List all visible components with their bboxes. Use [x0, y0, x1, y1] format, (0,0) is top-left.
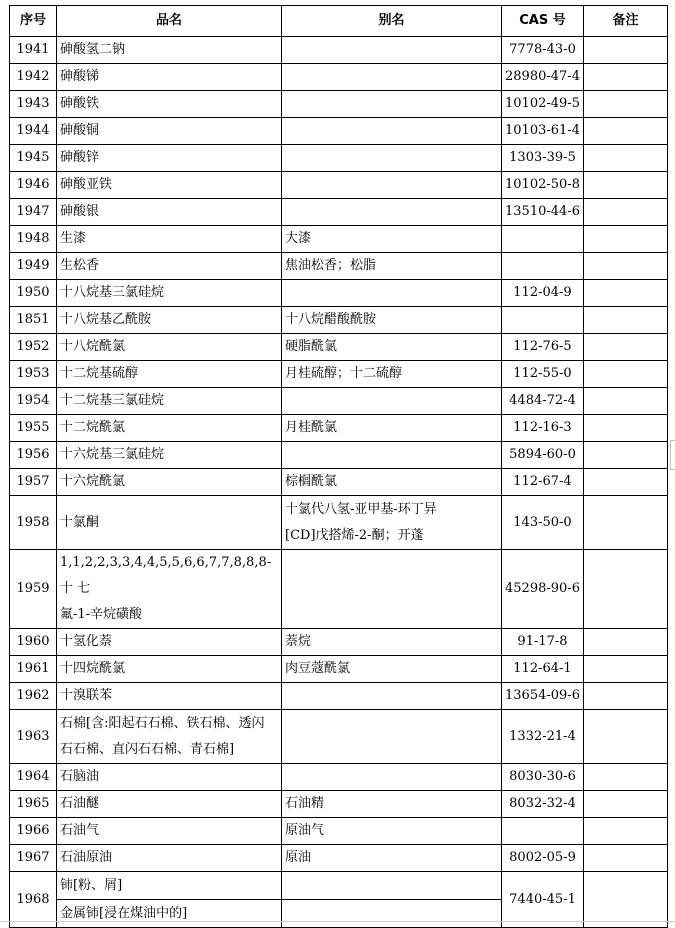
- row-remark: [584, 64, 668, 91]
- row-alias: [282, 37, 502, 64]
- row-alias: 棕榈酰氯: [282, 469, 502, 496]
- row-alias: [282, 872, 502, 900]
- table-row: [10, 550, 668, 629]
- row-number: 1965: [10, 791, 57, 818]
- row-number: 1961: [10, 656, 57, 683]
- row-remark: [584, 361, 668, 388]
- row-cas: 1332-21-4: [502, 710, 584, 764]
- table-row: [10, 64, 668, 91]
- row-name: 砷酸铁: [57, 91, 282, 118]
- row-name: 石油原油: [57, 845, 282, 872]
- row-cas: 13654-09-6: [502, 683, 584, 710]
- table-row: [10, 872, 668, 900]
- row-cas: 7778-43-0: [502, 37, 584, 64]
- row-name: 十二烷酰氯: [57, 415, 282, 442]
- page-edge-mark: [670, 440, 675, 470]
- row-name-line: 石石棉、直闪石石棉、青石棉]: [60, 741, 235, 757]
- table-row: [10, 253, 668, 280]
- row-remark: [584, 629, 668, 656]
- row-cas: 5894-60-0: [502, 442, 584, 469]
- table-row: [10, 388, 668, 415]
- row-cas: 45298-90-6: [502, 550, 584, 629]
- row-remark: [584, 199, 668, 226]
- row-cas: 4484-72-4: [502, 388, 584, 415]
- row-cas: 112-67-4: [502, 469, 584, 496]
- row-name: 十八烷基三氯硅烷: [57, 280, 282, 307]
- row-name: 砷酸银: [57, 199, 282, 226]
- table-row: [10, 791, 668, 818]
- row-number: 1950: [10, 280, 57, 307]
- table-row: [10, 145, 668, 172]
- row-name: 生松香: [57, 253, 282, 280]
- row-name: 十六烷基三氯硅烷: [57, 442, 282, 469]
- table-row: [10, 172, 668, 199]
- row-remark: [584, 442, 668, 469]
- row-alias: 萘烷: [282, 629, 502, 656]
- header-name: 品名: [57, 6, 282, 37]
- row-number: 1964: [10, 764, 57, 791]
- row-cas: [502, 818, 584, 845]
- row-alias: 十八烷醋酸酰胺: [282, 307, 502, 334]
- row-number: 1966: [10, 818, 57, 845]
- row-remark: [584, 791, 668, 818]
- row-cas: 7440-45-1: [502, 872, 584, 928]
- row-remark: [584, 334, 668, 361]
- row-number: 1851: [10, 307, 57, 334]
- row-alias: [282, 710, 502, 764]
- row-remark: [584, 710, 668, 764]
- row-name: 石脑油: [57, 764, 282, 791]
- row-cas: 28980-47-4: [502, 64, 584, 91]
- row-alias: 原油气: [282, 818, 502, 845]
- row-number: 1954: [10, 388, 57, 415]
- row-name: 砷酸锑: [57, 64, 282, 91]
- row-alias: [282, 496, 502, 550]
- row-alias: 月桂酰氯: [282, 415, 502, 442]
- row-name: 砷酸锌: [57, 145, 282, 172]
- row-remark: [584, 388, 668, 415]
- row-number: 1968: [10, 872, 57, 928]
- row-remark: [584, 415, 668, 442]
- row-alias: [282, 118, 502, 145]
- row-name: 十二烷基三氯硅烷: [57, 388, 282, 415]
- row-alias: [282, 280, 502, 307]
- row-number: 1949: [10, 253, 57, 280]
- table-row: [10, 226, 668, 253]
- row-remark: [584, 226, 668, 253]
- row-alias: [282, 145, 502, 172]
- table-row: [10, 37, 668, 64]
- table-row: [10, 764, 668, 791]
- row-alias: [282, 64, 502, 91]
- row-cas: [502, 253, 584, 280]
- row-remark: [584, 280, 668, 307]
- row-remark: [584, 845, 668, 872]
- row-number: 1963: [10, 710, 57, 764]
- row-alias: 石油精: [282, 791, 502, 818]
- row-remark: [584, 91, 668, 118]
- row-cas: [502, 226, 584, 253]
- header-alias: 别名: [282, 6, 502, 37]
- row-number: 1941: [10, 37, 57, 64]
- row-name: 生漆: [57, 226, 282, 253]
- row-alias-line: 十氯代八氢-亚甲基-环丁异: [285, 501, 437, 517]
- header-cas: CAS 号: [502, 6, 584, 37]
- row-name: 砷酸氢二钠: [57, 37, 282, 64]
- table-row: [10, 118, 668, 145]
- row-name: 十二烷基硫醇: [57, 361, 282, 388]
- row-alias: [282, 199, 502, 226]
- row-number: 1959: [10, 550, 57, 629]
- row-name-line: 氟-1-辛烷磺酸: [60, 607, 143, 622]
- row-name: 铈[粉、屑]: [57, 872, 282, 900]
- row-alias: [282, 550, 502, 629]
- row-alias: [282, 442, 502, 469]
- row-cas: 10102-49-5: [502, 91, 584, 118]
- row-cas: 112-55-0: [502, 361, 584, 388]
- page-bottom-rule: [0, 921, 675, 925]
- row-cas: 8002-05-9: [502, 845, 584, 872]
- row-name: 十氯酮: [57, 496, 282, 550]
- row-name-line: 石棉[含:阳起石石棉、铁石棉、透闪: [60, 715, 265, 731]
- row-cas: 91-17-8: [502, 629, 584, 656]
- row-cas: 10103-61-4: [502, 118, 584, 145]
- table-row: [10, 683, 668, 710]
- table-body: [10, 37, 668, 928]
- row-remark: [584, 683, 668, 710]
- row-name: 石油气: [57, 818, 282, 845]
- row-number: 1946: [10, 172, 57, 199]
- header-remark: 备注: [584, 6, 668, 37]
- row-alias: [282, 91, 502, 118]
- row-cas: 8030-30-6: [502, 764, 584, 791]
- row-alias: 硬脂酰氯: [282, 334, 502, 361]
- row-name: 十溴联苯: [57, 683, 282, 710]
- table-header-row: [10, 6, 668, 37]
- row-name: [57, 550, 282, 629]
- row-cas: 143-50-0: [502, 496, 584, 550]
- row-remark: [584, 764, 668, 791]
- table-row: [10, 307, 668, 334]
- row-number: 1947: [10, 199, 57, 226]
- row-name: 十八烷基乙酰胺: [57, 307, 282, 334]
- table-row: [10, 334, 668, 361]
- row-number: 1958: [10, 496, 57, 550]
- table-row: [10, 415, 668, 442]
- table-row: [10, 469, 668, 496]
- row-number: 1956: [10, 442, 57, 469]
- table-row: [10, 818, 668, 845]
- row-cas: 10102-50-8: [502, 172, 584, 199]
- row-name: 十氢化萘: [57, 629, 282, 656]
- table-row: [10, 845, 668, 872]
- row-alias: [282, 683, 502, 710]
- row-number: 1942: [10, 64, 57, 91]
- row-number: 1944: [10, 118, 57, 145]
- row-number: 1957: [10, 469, 57, 496]
- row-cas: [502, 307, 584, 334]
- row-alias: 大漆: [282, 226, 502, 253]
- row-cas: 13510-44-6: [502, 199, 584, 226]
- row-cas: 1303-39-5: [502, 145, 584, 172]
- row-remark: [584, 656, 668, 683]
- row-alias-line: [CD]戊搭烯-2-酮；开蓬: [285, 527, 424, 543]
- table-row: [10, 442, 668, 469]
- row-name: 砷酸铜: [57, 118, 282, 145]
- row-number: 1943: [10, 91, 57, 118]
- row-cas: 112-04-9: [502, 280, 584, 307]
- row-name: 十四烷酰氯: [57, 656, 282, 683]
- table-row: [10, 361, 668, 388]
- row-remark: [584, 172, 668, 199]
- row-name: 十六烷酰氯: [57, 469, 282, 496]
- row-cas: 8032-32-4: [502, 791, 584, 818]
- row-number: 1962: [10, 683, 57, 710]
- row-name: 石油醚: [57, 791, 282, 818]
- row-cas: 112-16-3: [502, 415, 584, 442]
- row-alias: [282, 172, 502, 199]
- row-alias: [282, 388, 502, 415]
- row-name-line: 1,1,2,2,3,3,4,4,5,5,6,6,7,7,8,8,8- 十 七: [60, 555, 272, 596]
- table-row: [10, 91, 668, 118]
- row-number: 1960: [10, 629, 57, 656]
- row-remark: [584, 118, 668, 145]
- row-name: 金属铈[浸在煤油中的]: [57, 900, 282, 928]
- row-number: 1967: [10, 845, 57, 872]
- row-remark: [584, 253, 668, 280]
- table-row: [10, 199, 668, 226]
- row-remark: [584, 818, 668, 845]
- row-remark: [584, 469, 668, 496]
- row-alias: [282, 764, 502, 791]
- row-number: 1952: [10, 334, 57, 361]
- row-alias: 肉豆蔻酰氯: [282, 656, 502, 683]
- table-row: [10, 710, 668, 764]
- row-number: 1948: [10, 226, 57, 253]
- row-cas: 112-64-1: [502, 656, 584, 683]
- row-alias: 月桂硫醇；十二硫醇: [282, 361, 502, 388]
- table-row: [10, 496, 668, 550]
- row-remark: [584, 496, 668, 550]
- row-name: 砷酸亚铁: [57, 172, 282, 199]
- row-number: 1955: [10, 415, 57, 442]
- table-row: [10, 280, 668, 307]
- row-alias: 原油: [282, 845, 502, 872]
- header-no: 序号: [10, 6, 57, 37]
- row-name: 十八烷酰氯: [57, 334, 282, 361]
- hazardous-chemicals-table: [9, 5, 668, 928]
- row-remark: [584, 550, 668, 629]
- table-row: [10, 629, 668, 656]
- row-remark: [584, 872, 668, 928]
- row-number: 1953: [10, 361, 57, 388]
- row-remark: [584, 145, 668, 172]
- row-remark: [584, 307, 668, 334]
- row-number: 1945: [10, 145, 57, 172]
- row-remark: [584, 37, 668, 64]
- row-cas: 112-76-5: [502, 334, 584, 361]
- table-row: [10, 656, 668, 683]
- row-name: [57, 710, 282, 764]
- row-alias: 焦油松香；松脂: [282, 253, 502, 280]
